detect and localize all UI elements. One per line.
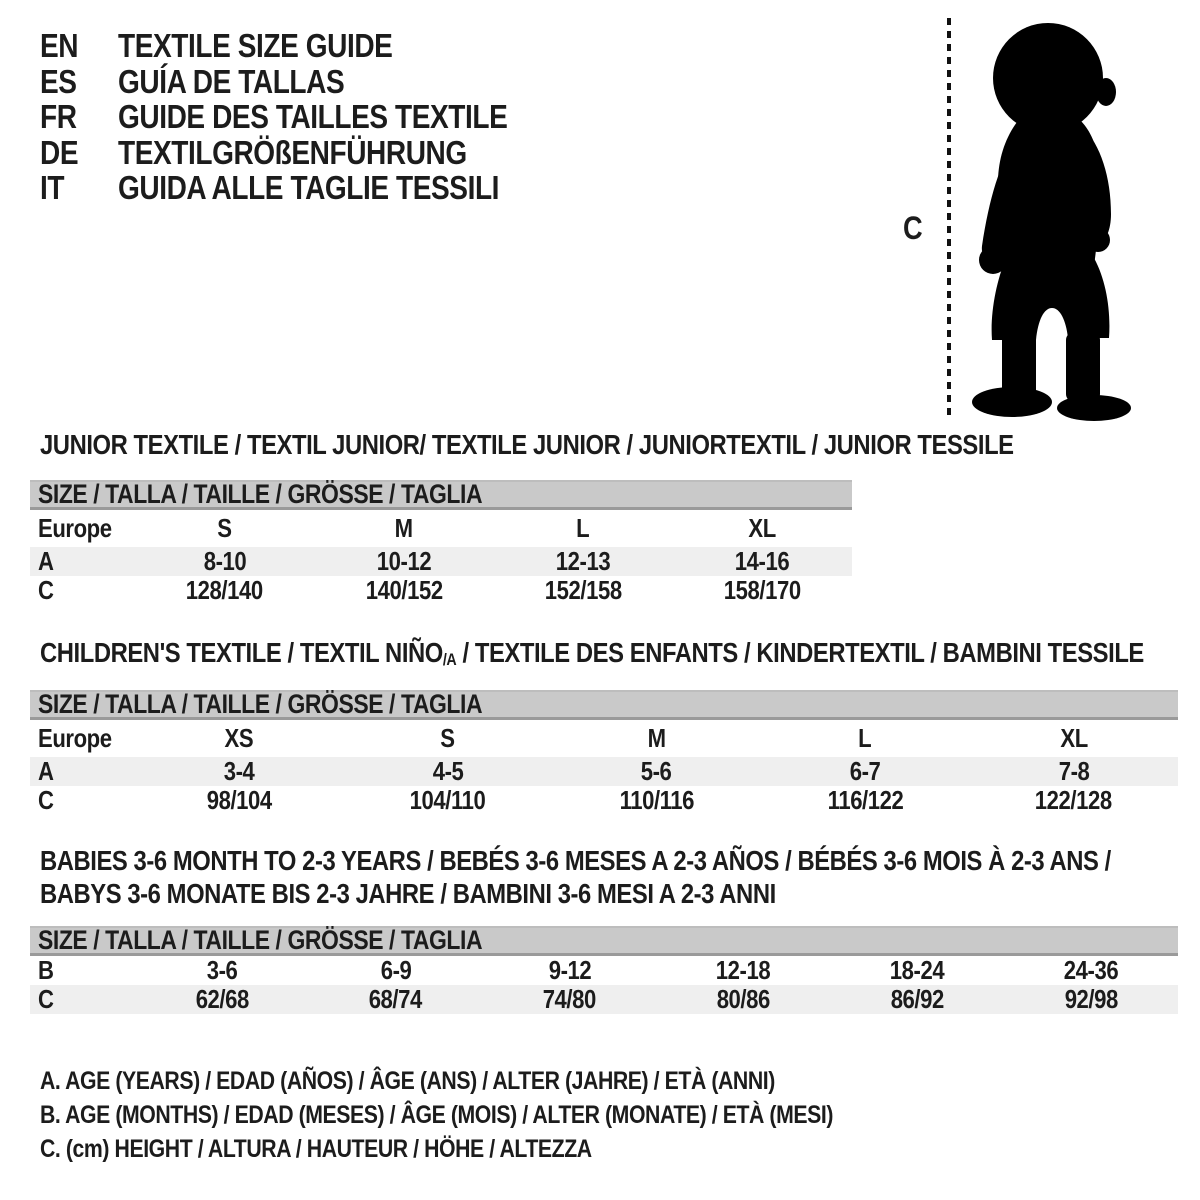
legend-text: B. AGE (MONTHS) / EDAD (MESES) / ÂGE (MOIS) / ALTER (MONATE) / ETÀ (MESI) bbox=[40, 1101, 833, 1129]
table-cell bbox=[135, 756, 344, 787]
height-measure-line bbox=[947, 18, 951, 416]
cell-value: 116/122 bbox=[827, 785, 903, 815]
table-cell bbox=[552, 723, 761, 754]
table-cell bbox=[483, 984, 657, 1015]
language-label: GUÍA DE TALLAS bbox=[118, 62, 345, 100]
table-cell bbox=[494, 575, 673, 606]
size-header-label: SIZE / TALLA / TAILLE / GRÖSSE / TAGLIA bbox=[38, 479, 483, 509]
legend-line bbox=[40, 1098, 973, 1132]
cell-value: 140/152 bbox=[365, 575, 443, 605]
cell-value: 80/86 bbox=[716, 984, 770, 1014]
legend-line bbox=[40, 1064, 973, 1098]
size-table bbox=[30, 480, 852, 605]
cell-value: 68/74 bbox=[369, 984, 423, 1014]
row-label: A bbox=[38, 546, 54, 576]
table-cell bbox=[494, 513, 673, 544]
language-label: GUIDE DES TAILLES TEXTILE bbox=[118, 98, 508, 135]
table-cell bbox=[309, 984, 483, 1015]
cell-value: M bbox=[394, 513, 413, 543]
table-row bbox=[30, 547, 852, 576]
row-label-cell bbox=[30, 546, 135, 577]
toddler-left-foot bbox=[972, 387, 1052, 417]
row-label-cell bbox=[30, 756, 135, 787]
toddler-right-leg bbox=[1066, 332, 1100, 402]
language-row bbox=[40, 135, 576, 171]
size-table bbox=[30, 926, 1178, 1014]
table-cell bbox=[344, 723, 553, 754]
table-row bbox=[30, 510, 852, 547]
table-cell bbox=[673, 575, 852, 606]
cell-value: L bbox=[576, 513, 590, 543]
language-code: FR bbox=[40, 98, 77, 135]
size-header-bar bbox=[30, 926, 1178, 956]
cell-value: L bbox=[858, 723, 872, 753]
row-label: C bbox=[38, 575, 54, 605]
row-label: B bbox=[38, 955, 54, 985]
row-label-cell bbox=[30, 575, 135, 606]
table-cell bbox=[135, 984, 309, 1015]
title-post: / TEXTILE DES ENFANTS / KINDERTEXTIL / BAMBINI TESSILE bbox=[456, 637, 1144, 668]
toddler-right-foot bbox=[1057, 395, 1131, 421]
height-measure-label: C bbox=[903, 210, 923, 246]
language-row bbox=[40, 28, 576, 64]
table-cell bbox=[552, 785, 761, 816]
language-code: IT bbox=[40, 169, 65, 206]
table-cell bbox=[656, 955, 830, 986]
table-cell bbox=[761, 785, 970, 816]
table-cell bbox=[1004, 984, 1178, 1015]
size-header-label: SIZE / TALLA / TAILLE / GRÖSSE / TAGLIA bbox=[38, 689, 483, 719]
table-row bbox=[30, 985, 1178, 1014]
table-cell bbox=[135, 575, 314, 606]
cell-value: 6-9 bbox=[380, 955, 412, 985]
cell-value: 4-5 bbox=[432, 756, 464, 786]
table-cell bbox=[656, 984, 830, 1015]
cell-value: 7-8 bbox=[1058, 756, 1089, 786]
cell-value: 9-12 bbox=[548, 955, 591, 985]
language-code: EN bbox=[40, 27, 79, 64]
row-label-cell bbox=[30, 785, 135, 816]
title-pre: CHILDREN'S TEXTILE / TEXTIL NIÑO bbox=[40, 637, 443, 668]
row-label-cell bbox=[30, 513, 135, 544]
table-cell bbox=[135, 546, 314, 577]
cell-value: S bbox=[217, 513, 232, 543]
table-row bbox=[30, 757, 1178, 786]
language-label: TEXTILE SIZE GUIDE bbox=[118, 27, 393, 64]
row-label-cell bbox=[30, 955, 135, 986]
toddler-shorts bbox=[992, 258, 1110, 340]
cell-value: 12-13 bbox=[555, 546, 611, 576]
cell-value: 24-36 bbox=[1063, 955, 1119, 985]
language-label: GUIDA ALLE TAGLIE TESSILI bbox=[118, 169, 500, 206]
cell-value: XS bbox=[224, 723, 254, 753]
legend-text: C. (cm) HEIGHT / ALTURA / HAUTEUR / HÖHE / ALTEZZA bbox=[40, 1135, 592, 1163]
cell-value: 74/80 bbox=[542, 984, 597, 1014]
childrens-textile-section bbox=[0, 636, 1200, 815]
babies-textile-section bbox=[0, 844, 1200, 1014]
cell-value: 6-7 bbox=[849, 756, 881, 786]
table-cell bbox=[969, 756, 1178, 787]
table-cell bbox=[135, 723, 344, 754]
size-table bbox=[30, 690, 1178, 815]
cell-value: M bbox=[647, 723, 666, 753]
table-row bbox=[30, 956, 1178, 985]
junior-textile-section bbox=[0, 428, 1200, 605]
row-label: A bbox=[38, 756, 54, 786]
table-cell bbox=[761, 723, 970, 754]
table-title bbox=[40, 844, 1200, 910]
row-label: Europe bbox=[38, 723, 112, 753]
cell-value: 8-10 bbox=[203, 546, 246, 576]
cell-value: 98/104 bbox=[206, 785, 272, 815]
table-cell bbox=[552, 756, 761, 787]
table-cell bbox=[314, 513, 493, 544]
table-title-text bbox=[40, 844, 1111, 877]
cell-value: 128/140 bbox=[186, 575, 264, 605]
title-subscript: /A bbox=[442, 650, 457, 670]
title-pre: JUNIOR TEXTILE / TEXTIL JUNIOR/ TEXTILE JUNIOR / JUNIORTEXTIL / JUNIOR TESSILE bbox=[40, 429, 1014, 460]
table-title-text bbox=[40, 877, 776, 910]
table-cell bbox=[314, 546, 493, 577]
cell-value: 62/68 bbox=[195, 984, 249, 1014]
measure-legend bbox=[40, 1064, 973, 1166]
table-cell bbox=[135, 955, 309, 986]
cell-value: XL bbox=[748, 513, 777, 543]
cell-value: 5-6 bbox=[641, 756, 672, 786]
table-cell bbox=[761, 756, 970, 787]
cell-value: 3-6 bbox=[206, 955, 238, 985]
language-row bbox=[40, 170, 576, 206]
title-pre: BABIES 3-6 MONTH TO 2-3 YEARS / BEBÉS 3-6 MESES A 2-3 AÑOS / BÉBÉS 3-6 MOIS À 2-3 ANS / bbox=[40, 845, 1111, 876]
table-cell bbox=[344, 785, 553, 816]
table-title-line bbox=[40, 844, 1200, 877]
table-cell bbox=[314, 575, 493, 606]
cell-value: S bbox=[440, 723, 456, 753]
language-label: TEXTILGRÖßENFÜHRUNG bbox=[118, 133, 467, 171]
table-cell bbox=[673, 513, 852, 544]
title-pre: BABYS 3-6 MONATE BIS 2-3 JAHRE / BAMBINI 3-6 MESI A 2-3 ANNI bbox=[40, 878, 776, 909]
legend-text: A. AGE (YEARS) / EDAD (AÑOS) / ÂGE (ANS) / ALTER (JAHRE) / ETÀ (ANNI) bbox=[40, 1067, 775, 1095]
table-cell bbox=[830, 984, 1004, 1015]
table-title bbox=[40, 428, 1200, 461]
cell-value: 152/158 bbox=[544, 575, 622, 605]
cell-value: 14-16 bbox=[735, 546, 790, 576]
table-title-line bbox=[40, 636, 1200, 673]
row-label-cell bbox=[30, 984, 135, 1015]
cell-value: 122/128 bbox=[1035, 785, 1113, 815]
size-header-label: SIZE / TALLA / TAILLE / GRÖSSE / TAGLIA bbox=[38, 925, 483, 955]
table-cell bbox=[135, 513, 314, 544]
table-row bbox=[30, 786, 1178, 815]
toddler-head bbox=[993, 23, 1103, 133]
language-row bbox=[40, 64, 576, 100]
language-code: DE bbox=[40, 133, 79, 171]
cell-value: 3-4 bbox=[223, 756, 255, 786]
size-header-bar bbox=[30, 690, 1178, 720]
table-cell bbox=[309, 955, 483, 986]
language-row bbox=[40, 99, 576, 135]
table-cell bbox=[344, 756, 553, 787]
cell-value: 12-18 bbox=[716, 955, 771, 985]
language-title-list bbox=[40, 28, 576, 206]
row-label: Europe bbox=[38, 513, 112, 543]
cell-value: 92/98 bbox=[1064, 984, 1118, 1014]
toddler-ear bbox=[1096, 78, 1116, 106]
table-cell bbox=[969, 723, 1178, 754]
table-title bbox=[40, 636, 1200, 673]
cell-value: 158/170 bbox=[723, 575, 801, 605]
cell-value: 104/110 bbox=[410, 785, 486, 815]
cell-value: 10-12 bbox=[376, 546, 432, 576]
table-cell bbox=[135, 785, 344, 816]
cell-value: 86/92 bbox=[890, 984, 944, 1014]
table-row bbox=[30, 576, 852, 605]
row-label-cell bbox=[30, 723, 135, 754]
cell-value: XL bbox=[1059, 723, 1088, 753]
table-title-line bbox=[40, 428, 1200, 461]
toddler-right-hand bbox=[1086, 228, 1110, 252]
table-cell bbox=[483, 955, 657, 986]
table-cell bbox=[969, 785, 1178, 816]
row-label: C bbox=[38, 984, 54, 1014]
table-title-text bbox=[40, 636, 1144, 673]
table-cell bbox=[673, 546, 852, 577]
row-label: C bbox=[38, 785, 54, 815]
size-header-bar bbox=[30, 480, 852, 510]
table-cell bbox=[1004, 955, 1178, 986]
table-cell bbox=[830, 955, 1004, 986]
toddler-silhouette-icon bbox=[960, 14, 1148, 422]
table-title-text bbox=[40, 428, 1014, 461]
table-row bbox=[30, 720, 1178, 757]
table-cell bbox=[494, 546, 673, 577]
table-title-line bbox=[40, 877, 1200, 910]
language-code: ES bbox=[40, 62, 77, 100]
cell-value: 18-24 bbox=[890, 955, 945, 985]
cell-value: 110/116 bbox=[619, 785, 694, 815]
legend-line bbox=[40, 1132, 973, 1166]
